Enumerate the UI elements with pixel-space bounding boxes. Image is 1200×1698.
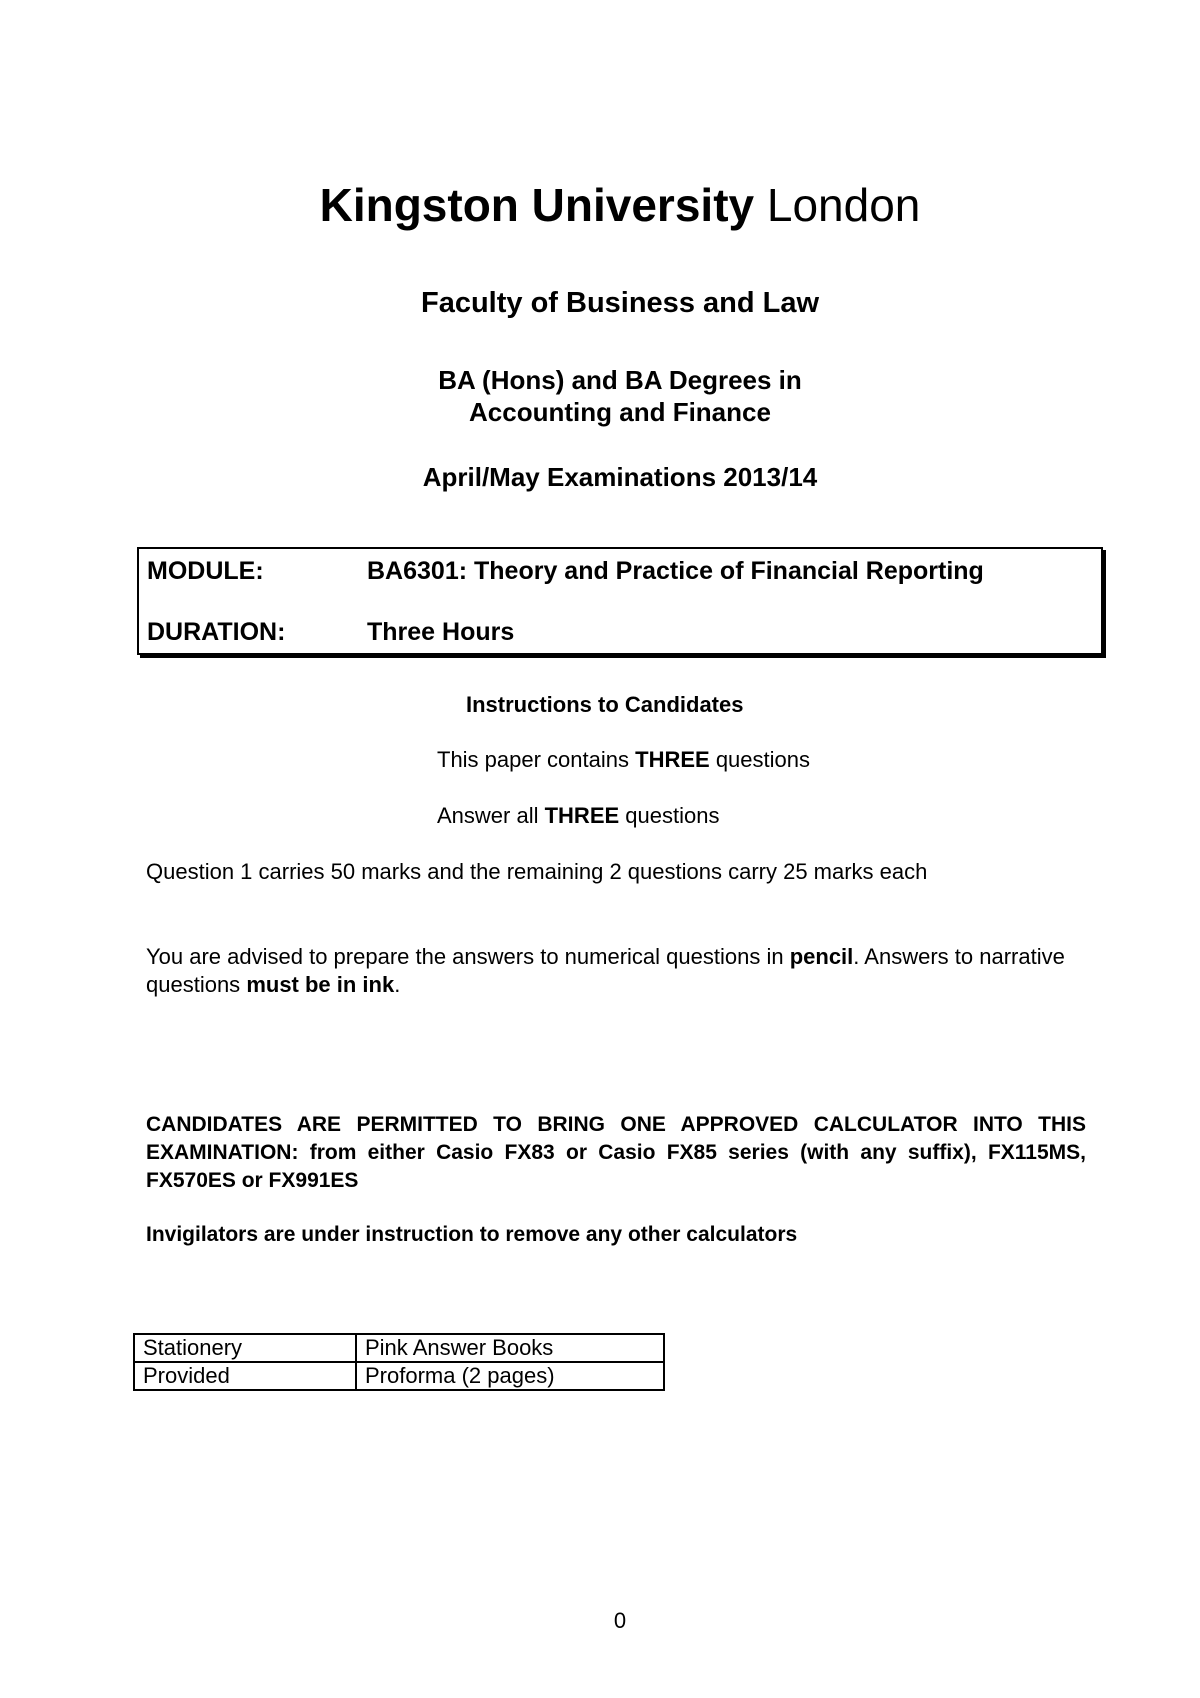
instruction-emphasis: THREE	[544, 803, 620, 828]
invigilator-notice: Invigilators are under instruction to remove any other calculators	[146, 1223, 798, 1246]
module-label: MODULE:	[147, 557, 264, 585]
instruction-answer-all	[437, 803, 719, 829]
module-info-box	[137, 547, 1103, 655]
instruction-question-count	[437, 747, 810, 773]
instruction-text: questions	[625, 803, 720, 828]
stationery-table	[133, 1333, 665, 1391]
calculator-notice: CANDIDATES ARE PERMITTED TO BRING ONE APPROVED CALCULATOR INTO THIS EXAMINATION: from either Casio FX83 or Casio FX85 series (with any suffix), FX115MS, FX570ES or FX991ES	[146, 1113, 1086, 1192]
advice-text: .	[394, 972, 401, 997]
duration-label: DURATION:	[147, 618, 286, 646]
table-cell: Proforma (2 pages)	[356, 1362, 664, 1390]
table-row	[134, 1362, 664, 1390]
degree-line-1: BA (Hons) and BA Degrees in	[438, 365, 802, 395]
advice-text: . Answers to narrative questions	[146, 944, 1065, 997]
instruction-emphasis: THREE	[635, 747, 710, 772]
university-name	[0, 178, 1200, 232]
exam-session: April/May Examinations 2013/14	[422, 462, 818, 492]
instruction-advice	[146, 943, 1086, 999]
instruction-text: Answer all	[437, 803, 539, 828]
instruction-text: questions	[715, 747, 810, 772]
advice-emphasis-pencil: pencil	[789, 944, 854, 969]
module-value: BA6301: Theory and Practice of Financial Reporting	[367, 557, 984, 585]
page-number: 0	[613, 1608, 627, 1633]
table-cell: Provided	[134, 1362, 356, 1390]
instruction-marks: Question 1 carries 50 marks and the remaining 2 questions carry 25 marks each	[146, 859, 928, 884]
table-cell: Pink Answer Books	[356, 1334, 664, 1362]
faculty-title: Faculty of Business and Law	[420, 287, 820, 319]
advice-emphasis-ink: must be in ink	[246, 972, 395, 997]
university-name-bold: Kingston University	[319, 179, 755, 231]
table-row	[134, 1334, 664, 1362]
instructions-title: Instructions to Candidates	[466, 692, 744, 717]
degree-line-2: Accounting and Finance	[469, 397, 771, 427]
duration-value: Three Hours	[367, 618, 515, 646]
table-cell: Stationery	[134, 1334, 356, 1362]
instruction-text: This paper contains	[437, 747, 629, 772]
university-name-regular: London	[766, 179, 921, 231]
advice-text: You are advised to prepare the answers to numerical questions in	[146, 944, 784, 969]
